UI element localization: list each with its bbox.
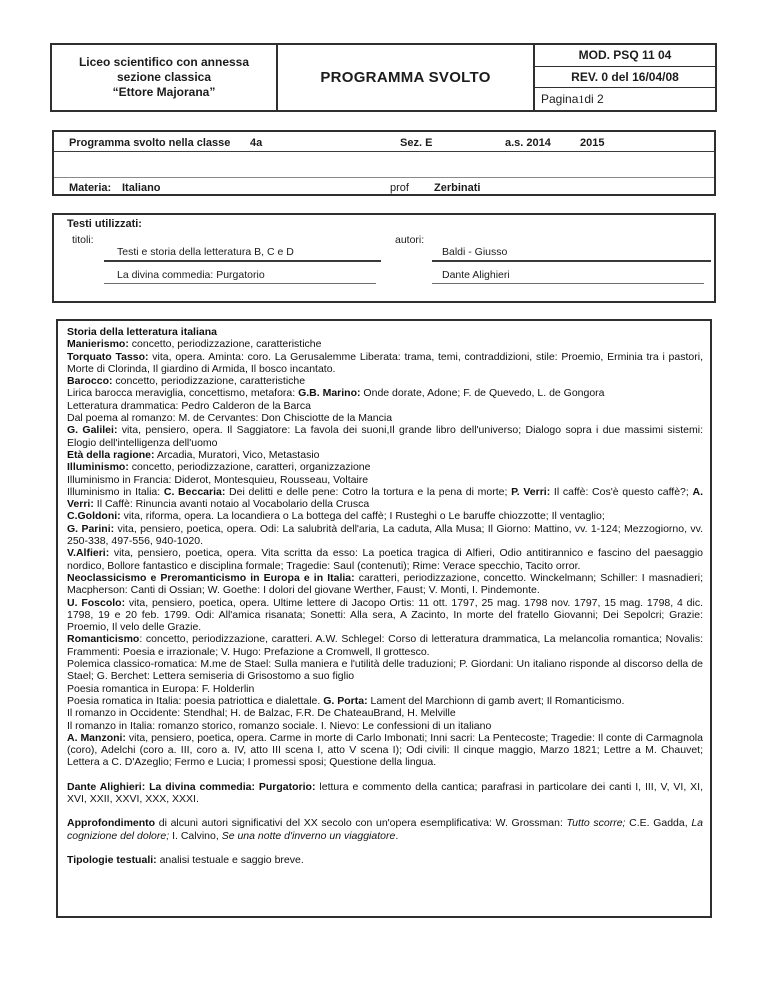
program-paragraph: G. Parini: vita, pensiero, poetica, opera. Odi: La salubrità dell'aria, La caduta, Alla Musa; Il Giorno: Mattino, vv. 1-124; Mezzogiorno, vv. 250-338, 497-556, 940-1020. bbox=[67, 522, 703, 548]
author-underline bbox=[432, 283, 704, 284]
section-value: Sez. E bbox=[400, 137, 433, 149]
rev-code: REV. 0 del 16/04/08 bbox=[535, 67, 715, 89]
program-paragraph: Dante Alighieri: La divina commedia: Purgatorio: lettura e commento della cantica; parafrasi in particolare dei canti I, III, V, VI, XI, XVI, XXII, XXVI, XXX, XXXI. bbox=[67, 780, 704, 805]
program-paragraph: Romanticismo: concetto, periodizzazione, caratteri. A.W. Schlegel: Corso di letteratura drammatica, La melancolia romantica; Novalis: Frammenti: Poesia e irrazionale; V. Hugo: Prefazione a Cromwell, Il grottesco. bbox=[67, 633, 703, 658]
texts-heading: Testi utilizzati: bbox=[67, 218, 142, 230]
program-paragraph: Il romanzo in Italia: romanzo storico, romanzo sociale. I. Nievo: Le confessioni di un italiano bbox=[67, 719, 492, 732]
page-indicator bbox=[535, 88, 715, 110]
header-table bbox=[50, 43, 717, 112]
school-name-line1: Liceo scientifico con annessa bbox=[78, 54, 250, 69]
program-paragraph: Illuminismo in Francia: Diderot, Montesquieu, Rousseau, Voltaire bbox=[67, 473, 369, 486]
page-number: 1 bbox=[578, 91, 585, 106]
class-row-underline bbox=[54, 151, 714, 152]
subject-row-underline bbox=[54, 177, 714, 178]
authors-label: autori: bbox=[395, 234, 425, 246]
author-underline bbox=[432, 260, 711, 262]
prof-label: prof bbox=[390, 182, 409, 194]
program-paragraph: Illuminismo in Italia: C. Beccaria: Dei delitti e delle pene: Cotro la tortura e la pena di morte; P. Verri: Il caffè: Cos'è questo caffè?; A. Verri: Il Caffè: Rinuncia avanti notaio al Vocabolario della Crusca bbox=[67, 485, 704, 511]
program-paragraph: U. Foscolo: vita, pensiero, poetica, opera. Ultime lettere di Jacopo Ortis: 11 ott. 1797, 25 mag. 1798 nov. 1797, 15 mag. 1798, 4 dic. 1798, 19 e 20 feb. 1799. Odi: All'amica risanata; Sonetti: Alla sera, A Zacinto, In morte del fratello Giovanni; Dei Sepolcri; Grazie: Proemio, Il velo delle Grazie. bbox=[67, 596, 703, 634]
titles-label: titoli: bbox=[72, 234, 94, 246]
title-underline bbox=[104, 283, 376, 284]
document-title: PROGRAMMA SVOLTO bbox=[278, 45, 535, 110]
program-paragraph: G. Galilei: vita, pensiero, opera. Il Saggiatore: La favola dei suoni,Il grande libro dell'universo; Dialogo sopra i due massimi sistemi: Elogio dell'intelligenza dell'uomo bbox=[67, 424, 703, 449]
program-paragraph: Barocco: concetto, periodizzazione, caratteristiche bbox=[67, 375, 306, 388]
program-paragraph: Tipologie testuali: analisi testuale e saggio breve. bbox=[67, 853, 304, 866]
program-box bbox=[56, 319, 712, 918]
class-value: 4a bbox=[250, 137, 263, 149]
program-paragraph: Illuminismo: concetto, periodizzazione, caratteri, organizzazione bbox=[67, 461, 371, 474]
textbook-author: Dante Alighieri bbox=[442, 269, 510, 281]
prof-name: Zerbinati bbox=[434, 182, 481, 194]
school-name-line3: “Ettore Majorana” bbox=[112, 84, 216, 99]
textbook-title: La divina commedia: Purgatorio bbox=[117, 269, 265, 281]
program-paragraph: Letteratura drammatica: Pedro Calderon de la Barca bbox=[67, 399, 311, 412]
page-indicator-suffix: di 2 bbox=[584, 92, 604, 107]
program-paragraph: Manierismo: concetto, periodizzazione, caratteristiche bbox=[67, 338, 322, 351]
textbook-title: Testi e storia della letteratura B, C e D bbox=[117, 246, 294, 258]
program-paragraph: Dal poema al romanzo: M. de Cervantes: Don Chisciotte de la Mancia bbox=[67, 412, 393, 425]
program-paragraph: Storia della letteratura italiana bbox=[67, 326, 217, 338]
class-row-label: Programma svolto nella classe bbox=[69, 137, 231, 149]
program-paragraph: Neoclassicismo e Preromanticismo in Europa e in Italia: caratteri, periodizzazione, concetto. Winckelmann; Schiller: I masnadieri; Macpherson: Canti di Ossian; W. Goethe: I dolori del giovane Werther, Faust; V. Monti, I. Pindemonte. bbox=[67, 571, 703, 597]
mod-code: MOD. PSQ 11 04 bbox=[535, 45, 715, 67]
texts-box bbox=[52, 213, 716, 303]
class-info-box bbox=[52, 130, 716, 196]
program-paragraph: A. Manzoni: vita, pensiero, poetica, opera. Carme in morte di Carlo Imbonati; Inni sacri: La Pentecoste; Tragedie: Il conte di Carmagnola (coro), Adelchi (coro a. III, coro a. IV, atto III scena I, atto V scena I); Odi civili: Il cinque maggio, Marzo 1821; Lettre a M. Chauvet; Lettera a C. D'Azeglio; Fermo e Lucia; I promessi sposi; Questione della lingua. bbox=[67, 731, 703, 769]
page-indicator-prefix: Pagina bbox=[541, 92, 579, 107]
program-paragraph: C.Goldoni: vita, riforma, opera. La locandiera o La bottega del caffè; I Rusteghi o Le baruffe chiozzotte; Il ventaglio; bbox=[67, 510, 605, 523]
school-name bbox=[52, 45, 278, 110]
program-paragraph: Età della ragione: Arcadia, Muratori, Vico, Metastasio bbox=[67, 448, 320, 461]
title-underline bbox=[104, 260, 381, 262]
program-paragraph: Polemica classico-romatica: M.me de Stael: Sulla maniera e l'utilità delle traduzioni; P. Giordani: Un italiano risponde al discorso della de Stael; G. Berchet: Lettera semiseria di Grisostomo a suo figlio bbox=[67, 658, 703, 683]
school-year-end: 2015 bbox=[580, 137, 605, 149]
program-paragraph: Poesia romatica in Italia: poesia patriottica e dialettale. G. Porta: Lament del Marchionn di gamb avert; Il Romanticismo. bbox=[67, 694, 625, 707]
program-paragraph: V.Alfieri: vita, pensiero, poetica, opera. Vita scritta da esso: La poetica tragica di Alfieri, Odio antitirannico e fascino del paesaggio nordico, Bollore fantastico e disciplina formale; Tragedie: Saul (contenuti); Rime: Verace specchio, Tacito orror. bbox=[67, 547, 703, 572]
program-paragraph: Approfondimento di alcuni autori significativi del XX secolo con un'opera esemplificativa: W. Grossman: Tutto scorre; C.E. Gadda, La cognizione del dolore; I. Calvino, Se una notte d'inverno un viaggiatore. bbox=[67, 817, 703, 842]
textbook-author: Baldi - Giusso bbox=[442, 246, 508, 258]
program-paragraph: Lirica barocca meraviglia, concettismo, metafora: G.B. Marino: Onde dorate, Adone; F. de Quevedo, L. de Gongora bbox=[67, 387, 605, 400]
subject-value: Italiano bbox=[122, 182, 161, 194]
school-name-line2: sezione classica bbox=[116, 69, 212, 84]
subject-label: Materia: bbox=[69, 182, 112, 194]
program-paragraph: Poesia romantica in Europa: F. Holderlin bbox=[67, 682, 255, 695]
school-year-start: a.s. 2014 bbox=[505, 137, 551, 149]
program-paragraph: Il romanzo in Occidente: Stendhal; H. de Balzac, F.R. De ChateauBrand, H. Melville bbox=[67, 707, 456, 720]
program-paragraph: Torquato Tasso: vita, opera. Aminta: coro. La Gerusalemme Liberata: trama, temi, contraddizioni, stile: Proemio, Erminia tra i pastori, Morte di Clorinda, Il giardino di Armida, Il bosco incantato. bbox=[67, 350, 703, 375]
program-text bbox=[67, 326, 703, 866]
